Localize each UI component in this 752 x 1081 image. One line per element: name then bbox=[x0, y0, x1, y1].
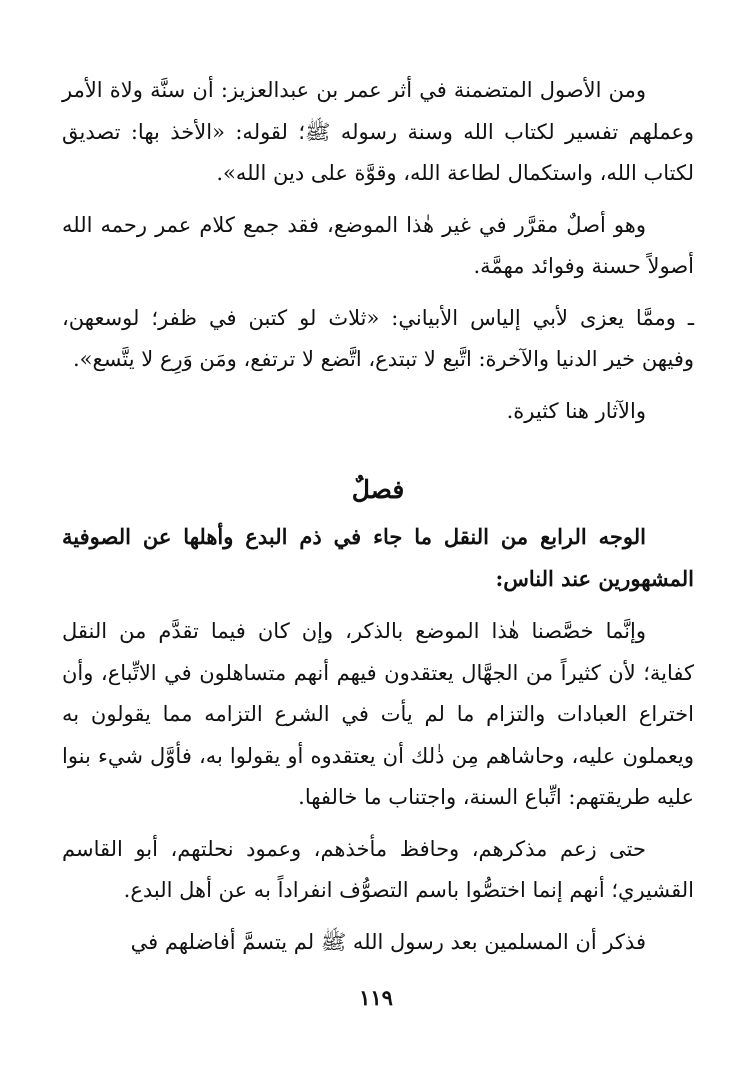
paragraph-sufi-intro: وإنَّما خصَّصنا هٰذا الموضع بالذكر، وإن كان فيما تقدَّم من النقل كفاية؛ لأن كثيراً من الجهَّال يعتقدون فيهم أنهم متساهلون في الاتِّباع، وأن اختراع العبادات والتزام ما لم يأت في الشرع التزامه مما يقولون به ويعملون عليه، وحاشاهم مِن ذٰلك أن يعتقدوه أو يقولوا به، فأوَّل شيء بنوا عليه طريقتهم: اتِّباع السنة، واجتناب ما خالفها. bbox=[62, 619, 694, 809]
paragraph-umar-athar: ومن الأصول المتضمنة في أثر عمر بن عبدالعزيز: أن سنَّة ولاة الأمر وعملهم تفسير لكتاب الله وسنة رسوله ﷺ؛ لقوله: «الأخذ بها: تصديق لكتاب الله، واستكمال لطاعة الله، وقوَّة على دين الله». bbox=[62, 78, 694, 185]
section-heading: فصلٌ bbox=[351, 475, 405, 504]
paragraph-athar-many: والآثار هنا كثيرة. bbox=[506, 398, 646, 423]
paragraph-abu-ilyas: ـ وممَّا يعزى لأبي إلياس الأبياني: «ثلاث لو كتبن في ظفر؛ لوسعهن، وفيهن خير الدنيا والآخرة: اتَّبع لا تبتدع، اتَّضع لا ترتفع، ومَن وَرِع لا يتَّسع». bbox=[62, 305, 694, 371]
paragraph-principle: وهو أصلٌ مقرَّر في غير هٰذا الموضع، فقد جمع كلام عمر رحمه الله أصولاً حسنة وفوائد مهمَّة. bbox=[62, 212, 694, 278]
page-number: ١١٩ bbox=[359, 985, 393, 1010]
page-body bbox=[62, 70, 694, 973]
paragraph-qushayri: حتى زعم مذكرهم، وحافظ مأخذهم، وعمود نحلتهم، أبو القاسم القشيري؛ أنهم إنما اختصُّوا باسم التصوُّف انفراداً به عن أهل البدع. bbox=[62, 836, 694, 902]
section-subheading: الوجه الرابع من النقل ما جاء في ذم البدع وأهلها عن الصوفية المشهورين عند الناس: bbox=[62, 524, 694, 591]
paragraph-muslims-after-prophet: فذكر أن المسلمين بعد رسول الله ﷺ لم يتسمَّ أفاضلهم في bbox=[130, 929, 646, 954]
